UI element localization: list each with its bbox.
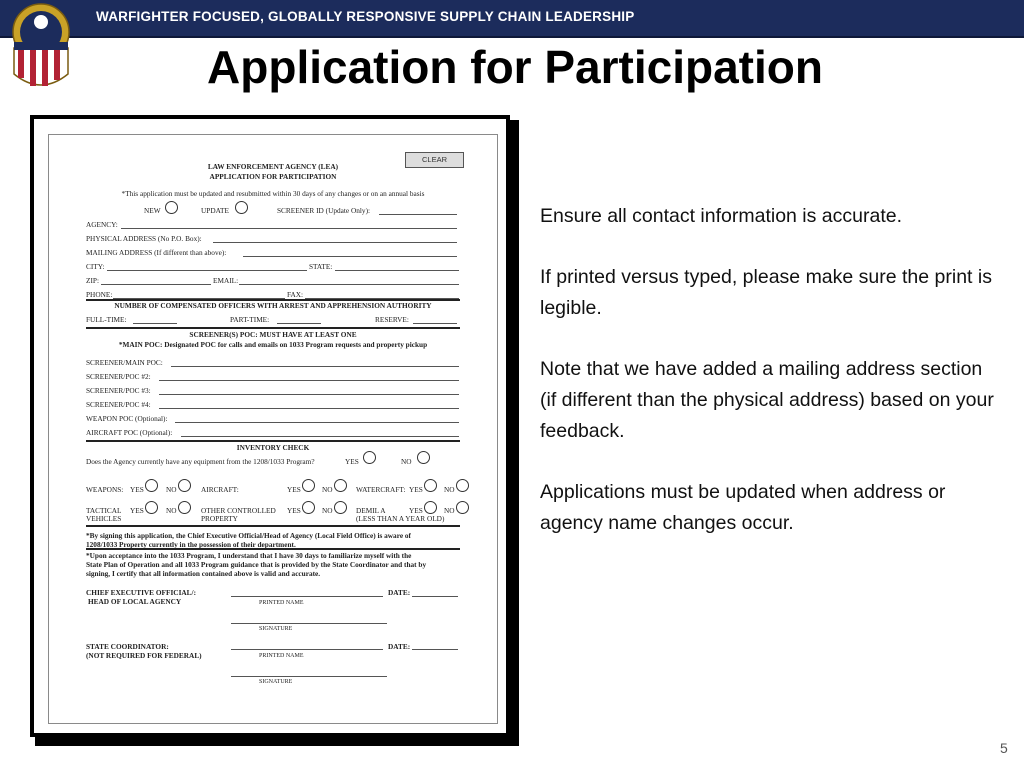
- state-label: STATE:: [309, 262, 333, 271]
- ceo-label-line1: CHIEF EXECUTIVE OFFICIAL/:: [86, 588, 197, 597]
- coordinator-signature-caption: SIGNATURE: [259, 679, 293, 685]
- demil-yes-label: YES: [409, 506, 423, 515]
- aircraft-poc-label: AIRCRAFT POC (Optional):: [86, 428, 173, 437]
- full-time-label: FULL-TIME:: [86, 315, 127, 324]
- ceo-printed-name-caption: PRINTED NAME: [259, 600, 304, 606]
- reserve-label: RESERVE:: [375, 315, 409, 324]
- form-title-line1: LAW ENFORCEMENT AGENCY (LEA): [207, 162, 339, 171]
- part-time-field[interactable]: [277, 323, 321, 324]
- other-label-line1: OTHER CONTROLLED: [201, 506, 276, 515]
- update-label: UPDATE: [201, 206, 229, 215]
- signing-statement-line2: 1208/1033 Property currently in the possession of their department.: [86, 540, 296, 549]
- screener-2-field[interactable]: [159, 380, 459, 381]
- main-poc-note: *MAIN POC: Designated POC for calls and emails on 1033 Program requests and property pickup: [118, 340, 428, 349]
- note-contact-info: Ensure all contact information is accurate.: [540, 205, 903, 227]
- tactical-yes-label: YES: [130, 506, 144, 515]
- inventory-question: Does the Agency currently have any equipment from the 1208/1033 Program?: [86, 457, 315, 466]
- inventory-header: INVENTORY CHECK: [236, 443, 310, 452]
- aircraft-yes-label: YES: [287, 485, 301, 494]
- part-time-label: PART-TIME:: [230, 315, 270, 324]
- header-banner: [0, 0, 1024, 38]
- inventory-no-radio[interactable]: [417, 451, 430, 464]
- section-divider-screener: [86, 327, 460, 329]
- screener-4-label: SCREENER/POC #4:: [86, 400, 151, 409]
- clear-button[interactable]: CLEAR: [405, 152, 464, 168]
- agency-field[interactable]: [121, 228, 457, 229]
- weapons-no-label: NO: [166, 485, 177, 494]
- acceptance-statement-line3: signing, I certify that all information contained above is valid and accurate.: [86, 569, 321, 578]
- demil-no-label: NO: [444, 506, 455, 515]
- signing-statement-line1: *By signing this application, the Chief Executive Official/Head of Agency (Local Field Office) is aware of: [86, 531, 411, 540]
- screener-main-field[interactable]: [171, 366, 459, 367]
- note-legibility: If printed versus typed, please make sure the print is legible.: [540, 266, 992, 319]
- screener-2-label: SCREENER/POC #2:: [86, 372, 151, 381]
- city-field[interactable]: [107, 270, 307, 271]
- mailing-address-field[interactable]: [243, 256, 457, 257]
- other-no-radio[interactable]: [334, 501, 347, 514]
- screener-3-label: SCREENER/POC #3:: [86, 386, 151, 395]
- demil-no-radio[interactable]: [456, 501, 469, 514]
- city-label: CITY:: [86, 262, 105, 271]
- inventory-yes-radio[interactable]: [363, 451, 376, 464]
- section-divider-signing: [86, 525, 460, 527]
- tactical-label-line2: VEHICLES: [86, 514, 122, 523]
- aircraft-yes-radio[interactable]: [302, 479, 315, 492]
- full-time-field[interactable]: [133, 323, 177, 324]
- weapons-no-radio[interactable]: [178, 479, 191, 492]
- ceo-label-line2: HEAD OF LOCAL AGENCY: [88, 597, 182, 606]
- new-radio[interactable]: [165, 201, 178, 214]
- weapons-label: WEAPONS:: [86, 485, 124, 494]
- section-divider-acceptance: [86, 548, 460, 550]
- weapon-poc-field[interactable]: [175, 422, 459, 423]
- note-update-requirement: Applications must be updated when address or agency name changes occur.: [540, 481, 946, 534]
- demil-yes-radio[interactable]: [424, 501, 437, 514]
- ceo-signature-caption: SIGNATURE: [259, 626, 293, 632]
- update-radio[interactable]: [235, 201, 248, 214]
- coordinator-date-label: DATE:: [388, 642, 411, 651]
- watercraft-label: WATERCRAFT:: [356, 485, 406, 494]
- screener-id-label: SCREENER ID (Update Only):: [277, 206, 371, 215]
- watercraft-no-label: NO: [444, 485, 455, 494]
- tactical-yes-radio[interactable]: [145, 501, 158, 514]
- screener-3-field[interactable]: [159, 394, 459, 395]
- form-note: *This application must be updated and resubmitted within 30 days of any changes or on an annual basis: [121, 189, 425, 198]
- screener-4-field[interactable]: [159, 408, 459, 409]
- coordinator-signature-field[interactable]: [231, 676, 387, 677]
- coordinator-printed-name-field[interactable]: [231, 649, 383, 650]
- coordinator-label-line1: STATE COORDINATOR:: [86, 642, 169, 651]
- ceo-signature-field[interactable]: [231, 623, 387, 624]
- aircraft-no-label: NO: [322, 485, 333, 494]
- coordinator-date-field[interactable]: [412, 649, 458, 650]
- coordinator-printed-name-caption: PRINTED NAME: [259, 653, 304, 659]
- slide-title: Application for Participation: [207, 41, 823, 93]
- slide-notes: [540, 201, 1000, 569]
- ceo-date-label: DATE:: [388, 588, 411, 597]
- aircraft-label: AIRCRAFT:: [201, 485, 239, 494]
- tactical-no-radio[interactable]: [178, 501, 191, 514]
- ceo-date-field[interactable]: [412, 596, 458, 597]
- mailing-address-label: MAILING ADDRESS (If different than above):: [86, 248, 227, 257]
- zip-label: ZIP:: [86, 276, 99, 285]
- application-form: [48, 134, 498, 724]
- watercraft-yes-label: YES: [409, 485, 423, 494]
- officers-header: NUMBER OF COMPENSATED OFFICERS WITH ARREST AND APPREHENSION AUTHORITY: [114, 301, 432, 310]
- zip-field[interactable]: [101, 284, 211, 285]
- email-field[interactable]: [239, 284, 459, 285]
- acceptance-statement-line2: State Plan of Operation and all 1033 Program guidance that is provided by the State Coordinator and that by: [86, 560, 427, 569]
- other-no-label: NO: [322, 506, 333, 515]
- other-label-line2: PROPERTY: [201, 514, 238, 523]
- weapon-poc-label: WEAPON POC (Optional):: [86, 414, 168, 423]
- tactical-no-label: NO: [166, 506, 177, 515]
- email-label: EMAIL:: [213, 276, 239, 285]
- watercraft-yes-radio[interactable]: [424, 479, 437, 492]
- screener-id-field[interactable]: [379, 214, 457, 215]
- screener-main-label: SCREENER/MAIN POC:: [86, 358, 163, 367]
- new-label: NEW: [144, 206, 161, 215]
- demil-label-line2: (LESS THAN A YEAR OLD): [356, 514, 445, 523]
- note-mailing-address: Note that we have added a mailing address section (if different than the physical address) based on your feedback.: [540, 358, 994, 442]
- physical-address-label: PHYSICAL ADDRESS (No P.O. Box):: [86, 234, 202, 243]
- weapons-yes-label: YES: [130, 485, 144, 494]
- section-divider-inventory: [86, 440, 460, 442]
- acceptance-statement-line1: *Upon acceptance into the 1033 Program, I understand that I have 30 days to familiarize myself with the: [86, 551, 412, 560]
- state-field[interactable]: [335, 270, 459, 271]
- dla-seal-logo: [2, 2, 80, 94]
- phone-label: PHONE:: [86, 290, 113, 299]
- watercraft-no-radio[interactable]: [456, 479, 469, 492]
- reserve-field[interactable]: [413, 323, 457, 324]
- inventory-yes-label: YES: [345, 457, 359, 466]
- agency-label: AGENCY:: [86, 220, 118, 229]
- ceo-printed-name-field[interactable]: [231, 596, 383, 597]
- aircraft-poc-field[interactable]: [181, 436, 459, 437]
- page-number: 5: [1000, 740, 1008, 756]
- form-title-line2: APPLICATION FOR PARTICIPATION: [209, 172, 337, 181]
- tactical-label-line1: TACTICAL: [86, 506, 122, 515]
- screener-header: SCREENER(S) POC: MUST HAVE AT LEAST ONE: [189, 330, 357, 339]
- coordinator-label-line2: (NOT REQUIRED FOR FEDERAL): [86, 651, 202, 660]
- inventory-no-label: NO: [401, 457, 412, 466]
- physical-address-field[interactable]: [213, 242, 457, 243]
- other-yes-radio[interactable]: [302, 501, 315, 514]
- other-yes-label: YES: [287, 506, 301, 515]
- aircraft-no-radio[interactable]: [334, 479, 347, 492]
- demil-label-line1: DEMIL A: [356, 506, 386, 515]
- banner-text: WARFIGHTER FOCUSED, GLOBALLY RESPONSIVE SUPPLY CHAIN LEADERSHIP: [96, 9, 635, 24]
- weapons-yes-radio[interactable]: [145, 479, 158, 492]
- fax-label: FAX:: [287, 290, 304, 299]
